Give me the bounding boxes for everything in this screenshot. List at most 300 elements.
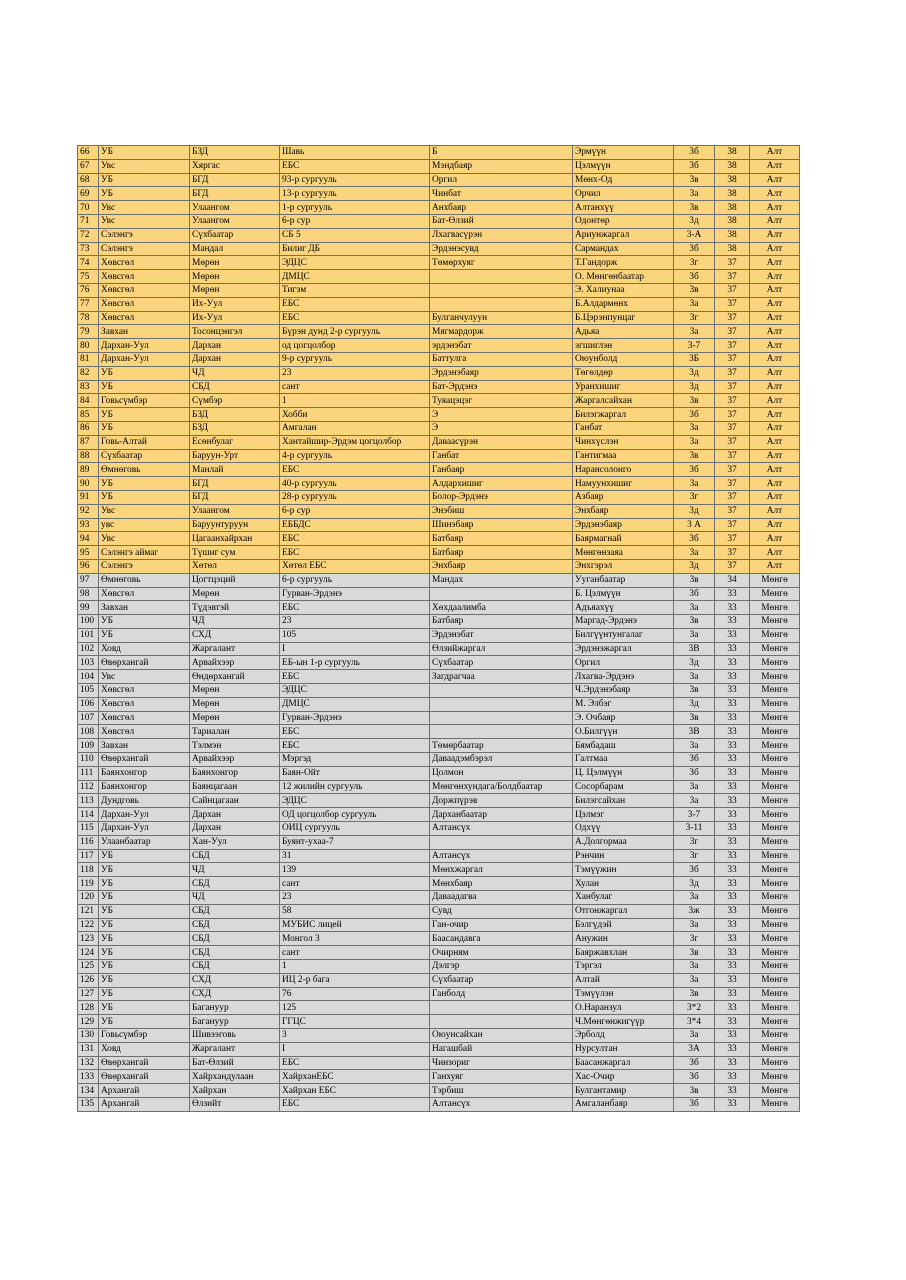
teacher-cell: Чинбат xyxy=(430,187,573,201)
student-cell: Азбаяр xyxy=(573,490,674,504)
points-cell: 33 xyxy=(715,1001,750,1015)
student-cell: Нурсултан xyxy=(573,1042,674,1056)
grade-cell: 3в xyxy=(674,394,715,408)
row-number: 120 xyxy=(78,891,99,905)
table-row xyxy=(78,1042,800,1056)
grade-cell: 3в xyxy=(674,946,715,960)
points-cell: 37 xyxy=(715,435,750,449)
row-number: 122 xyxy=(78,918,99,932)
table-row xyxy=(78,1029,800,1043)
aimag-cell: УБ xyxy=(99,628,190,642)
medal-cell: Мөнгө xyxy=(750,1097,800,1111)
aimag-cell: УБ xyxy=(99,932,190,946)
medal-cell: Алт xyxy=(750,477,800,491)
row-number: 128 xyxy=(78,1001,99,1015)
school-cell: сант xyxy=(280,380,430,394)
teacher-cell: Дарханбаатар xyxy=(430,808,573,822)
medal-cell: Мөнгө xyxy=(750,891,800,905)
school-cell: ХайрханЕБС xyxy=(280,1070,430,1084)
teacher-cell: Ганхуяг xyxy=(430,1070,573,1084)
aimag-cell: Баянхонгор xyxy=(99,780,190,794)
row-number: 107 xyxy=(78,711,99,725)
school-cell: 105 xyxy=(280,628,430,642)
aimag-cell: Хөвсгөл xyxy=(99,270,190,284)
teacher-cell: Эрдэнэбаяр xyxy=(430,366,573,380)
district-cell: Баянцагаан xyxy=(190,780,280,794)
teacher-cell: Шинэбаяр xyxy=(430,518,573,532)
medal-cell: Мөнгө xyxy=(750,615,800,629)
points-cell: 33 xyxy=(715,1097,750,1111)
aimag-cell: УБ xyxy=(99,877,190,891)
aimag-cell: Хөвсгөл xyxy=(99,697,190,711)
aimag-cell: УБ xyxy=(99,849,190,863)
teacher-cell xyxy=(430,725,573,739)
grade-cell: 3д xyxy=(674,504,715,518)
aimag-cell: Сүхбаатар xyxy=(99,449,190,463)
table-row xyxy=(78,242,800,256)
points-cell: 33 xyxy=(715,670,750,684)
district-cell: СБД xyxy=(190,849,280,863)
medal-cell: Алт xyxy=(750,339,800,353)
table-row xyxy=(78,656,800,670)
row-number: 103 xyxy=(78,656,99,670)
student-cell: эгшиглэн xyxy=(573,339,674,353)
grade-cell: 3а xyxy=(674,670,715,684)
district-cell: Тэлмэн xyxy=(190,739,280,753)
student-cell: Энхгэрэл xyxy=(573,559,674,573)
teacher-cell: Туяацэцэг xyxy=(430,394,573,408)
student-cell: Галтмаа xyxy=(573,753,674,767)
aimag-cell: УБ xyxy=(99,1015,190,1029)
points-cell: 33 xyxy=(715,877,750,891)
student-cell: Намуунхишиг xyxy=(573,477,674,491)
grade-cell: 3в xyxy=(674,1084,715,1098)
table-row xyxy=(78,670,800,684)
teacher-cell: Оюунсайхан xyxy=(430,1029,573,1043)
district-cell: БГД xyxy=(190,173,280,187)
medal-cell: Алт xyxy=(750,256,800,270)
row-number: 129 xyxy=(78,1015,99,1029)
medal-cell: Алт xyxy=(750,421,800,435)
teacher-cell: Даваадагва xyxy=(430,891,573,905)
teacher-cell: Загдрагчаа xyxy=(430,670,573,684)
aimag-cell: УБ xyxy=(99,490,190,504)
row-number: 79 xyxy=(78,325,99,339)
row-number: 101 xyxy=(78,628,99,642)
aimag-cell: Дархан-Уул xyxy=(99,352,190,366)
teacher-cell: Мөнхбаяр xyxy=(430,877,573,891)
student-cell: Билэгсайхан xyxy=(573,794,674,808)
aimag-cell: Хөвсгөл xyxy=(99,711,190,725)
points-cell: 33 xyxy=(715,1070,750,1084)
points-cell: 38 xyxy=(715,201,750,215)
medal-cell: Мөнгө xyxy=(750,766,800,780)
aimag-cell: Завхан xyxy=(99,601,190,615)
student-cell: Нарансолонго xyxy=(573,463,674,477)
district-cell: СБД xyxy=(190,946,280,960)
points-cell: 33 xyxy=(715,891,750,905)
teacher-cell: Лхагвасүрэн xyxy=(430,228,573,242)
points-cell: 33 xyxy=(715,1015,750,1029)
teacher-cell: Очирням xyxy=(430,946,573,960)
district-cell: СБД xyxy=(190,904,280,918)
school-cell: ЕБС xyxy=(280,532,430,546)
student-cell: О.Наранзул xyxy=(573,1001,674,1015)
table-row xyxy=(78,863,800,877)
school-cell: ОИЦ сургууль xyxy=(280,822,430,836)
student-cell: Бэлгүдэй xyxy=(573,918,674,932)
row-number: 85 xyxy=(78,408,99,422)
points-cell: 37 xyxy=(715,559,750,573)
aimag-cell: Хөвсгөл xyxy=(99,587,190,601)
points-cell: 38 xyxy=(715,214,750,228)
table-row xyxy=(78,1097,800,1111)
teacher-cell: Даваасүрэн xyxy=(430,435,573,449)
table-row xyxy=(78,615,800,629)
student-cell: Ариунжаргал xyxy=(573,228,674,242)
grade-cell: 3 А xyxy=(674,518,715,532)
grade-cell: 3а xyxy=(674,973,715,987)
medal-cell: Мөнгө xyxy=(750,987,800,1001)
district-cell: Түшиг сум xyxy=(190,546,280,560)
student-cell: Э. Халиунаа xyxy=(573,283,674,297)
table-row xyxy=(78,270,800,284)
grade-cell: 3д xyxy=(674,697,715,711)
points-cell: 37 xyxy=(715,283,750,297)
aimag-cell: Говь-Алтай xyxy=(99,435,190,449)
aimag-cell: УБ xyxy=(99,408,190,422)
teacher-cell: Мэндбаяр xyxy=(430,159,573,173)
points-cell: 33 xyxy=(715,946,750,960)
school-cell: ДМЦС xyxy=(280,270,430,284)
district-cell: Улаангом xyxy=(190,214,280,228)
medal-cell: Алт xyxy=(750,559,800,573)
row-number: 108 xyxy=(78,725,99,739)
row-number: 80 xyxy=(78,339,99,353)
grade-cell: 3б xyxy=(674,1070,715,1084)
school-cell: од цогцолбор xyxy=(280,339,430,353)
district-cell: Их-Уул xyxy=(190,311,280,325)
row-number: 74 xyxy=(78,256,99,270)
table-row xyxy=(78,780,800,794)
row-number: 90 xyxy=(78,477,99,491)
grade-cell: 3в xyxy=(674,684,715,698)
row-number: 115 xyxy=(78,822,99,836)
row-number: 86 xyxy=(78,421,99,435)
points-cell: 33 xyxy=(715,835,750,849)
points-cell: 33 xyxy=(715,780,750,794)
district-cell: Хайрхан xyxy=(190,1084,280,1098)
district-cell: Арвайхээр xyxy=(190,753,280,767)
table-row xyxy=(78,573,800,587)
medal-cell: Мөнгө xyxy=(750,1084,800,1098)
aimag-cell: УБ xyxy=(99,187,190,201)
student-cell: Оюунболд xyxy=(573,352,674,366)
table-row xyxy=(78,601,800,615)
teacher-cell: Батбаяр xyxy=(430,532,573,546)
table-row xyxy=(78,187,800,201)
teacher-cell: Батбаяр xyxy=(430,546,573,560)
medal-cell: Алт xyxy=(750,490,800,504)
medal-cell: Мөнгө xyxy=(750,684,800,698)
points-cell: 33 xyxy=(715,642,750,656)
points-cell: 33 xyxy=(715,766,750,780)
aimag-cell: Увс xyxy=(99,214,190,228)
table-row xyxy=(78,642,800,656)
table-row xyxy=(78,477,800,491)
teacher-cell xyxy=(430,297,573,311)
school-cell: 1 xyxy=(280,960,430,974)
medal-cell: Мөнгө xyxy=(750,932,800,946)
district-cell: Мөрөн xyxy=(190,256,280,270)
teacher-cell: Э xyxy=(430,408,573,422)
table-row xyxy=(78,725,800,739)
school-cell: ЕБС xyxy=(280,463,430,477)
medal-cell: Алт xyxy=(750,228,800,242)
table-row xyxy=(78,504,800,518)
medal-cell: Мөнгө xyxy=(750,739,800,753)
table-row xyxy=(78,435,800,449)
points-cell: 33 xyxy=(715,601,750,615)
teacher-cell: Мөнхжаргал xyxy=(430,863,573,877)
grade-cell: 3а xyxy=(674,187,715,201)
row-number: 132 xyxy=(78,1056,99,1070)
teacher-cell: Эрдэнэбат xyxy=(430,628,573,642)
row-number: 109 xyxy=(78,739,99,753)
student-cell: Мөнх-Од xyxy=(573,173,674,187)
teacher-cell xyxy=(430,283,573,297)
student-cell: Э. Очбаяр xyxy=(573,711,674,725)
medal-cell: Мөнгө xyxy=(750,601,800,615)
aimag-cell: Өвөрхангай xyxy=(99,1070,190,1084)
row-number: 106 xyxy=(78,697,99,711)
school-cell: 31 xyxy=(280,849,430,863)
row-number: 113 xyxy=(78,794,99,808)
medal-cell: Алт xyxy=(750,518,800,532)
row-number: 133 xyxy=(78,1070,99,1084)
medal-cell: Алт xyxy=(750,187,800,201)
district-cell: Мөрөн xyxy=(190,697,280,711)
student-cell: Алтанхүү xyxy=(573,201,674,215)
row-number: 126 xyxy=(78,973,99,987)
teacher-cell xyxy=(430,1015,573,1029)
points-cell: 37 xyxy=(715,408,750,422)
school-cell: Амгалан xyxy=(280,421,430,435)
points-cell: 34 xyxy=(715,573,750,587)
student-cell: Б. Цэлмүүн xyxy=(573,587,674,601)
school-cell: 6-р сур xyxy=(280,214,430,228)
points-cell: 33 xyxy=(715,794,750,808)
school-cell: Гурван-Эрдэнэ xyxy=(280,587,430,601)
row-number: 118 xyxy=(78,863,99,877)
teacher-cell xyxy=(430,270,573,284)
student-cell: Цэлмэг xyxy=(573,808,674,822)
school-cell: 6-р сур xyxy=(280,504,430,518)
table-row xyxy=(78,408,800,422)
school-cell: сант xyxy=(280,877,430,891)
district-cell: Хөтөл xyxy=(190,559,280,573)
medal-cell: Мөнгө xyxy=(750,808,800,822)
teacher-cell: Энхбаяр xyxy=(430,559,573,573)
teacher-cell: Ганбаяр xyxy=(430,463,573,477)
teacher-cell: Мөнгөнхундага/Болдбаатар xyxy=(430,780,573,794)
teacher-cell: Баасандавга xyxy=(430,932,573,946)
points-cell: 33 xyxy=(715,960,750,974)
teacher-cell: Өлзийжаргал xyxy=(430,642,573,656)
teacher-cell: Чинзориг xyxy=(430,1056,573,1070)
points-cell: 37 xyxy=(715,366,750,380)
medal-cell: Мөнгө xyxy=(750,573,800,587)
medal-cell: Мөнгө xyxy=(750,1042,800,1056)
student-cell: Тэмүүлэн xyxy=(573,987,674,1001)
student-cell: Эрдэнэжаргал xyxy=(573,642,674,656)
points-cell: 38 xyxy=(715,187,750,201)
table-row xyxy=(78,628,800,642)
district-cell: Мөрөн xyxy=(190,684,280,698)
district-cell: Өндөрхангай xyxy=(190,670,280,684)
teacher-cell: Алдархишиг xyxy=(430,477,573,491)
points-cell: 33 xyxy=(715,1042,750,1056)
row-number: 87 xyxy=(78,435,99,449)
row-number: 102 xyxy=(78,642,99,656)
table-row xyxy=(78,822,800,836)
points-cell: 33 xyxy=(715,987,750,1001)
aimag-cell: Сэлэнгэ xyxy=(99,228,190,242)
medal-cell: Алт xyxy=(750,463,800,477)
school-cell: ИЦ 2-р бага xyxy=(280,973,430,987)
teacher-cell: Мандах xyxy=(430,573,573,587)
medal-cell: Алт xyxy=(750,297,800,311)
table-row xyxy=(78,352,800,366)
aimag-cell: Хөвсгөл xyxy=(99,725,190,739)
district-cell: Дархан xyxy=(190,808,280,822)
points-cell: 33 xyxy=(715,849,750,863)
grade-cell: 3б xyxy=(674,146,715,160)
table-row xyxy=(78,311,800,325)
table-row xyxy=(78,325,800,339)
student-cell: Сармандах xyxy=(573,242,674,256)
school-cell: Тигэм xyxy=(280,283,430,297)
school-cell: ЕБС xyxy=(280,297,430,311)
points-cell: 33 xyxy=(715,587,750,601)
table-row xyxy=(78,421,800,435)
grade-cell: 3д xyxy=(674,366,715,380)
row-number: 67 xyxy=(78,159,99,173)
grade-cell: 3а xyxy=(674,960,715,974)
medal-cell: Алт xyxy=(750,201,800,215)
table-row xyxy=(78,766,800,780)
aimag-cell: УБ xyxy=(99,173,190,187)
table-row xyxy=(78,904,800,918)
teacher-cell: Эрдэнэсувд xyxy=(430,242,573,256)
aimag-cell: УБ xyxy=(99,146,190,160)
school-cell: 12 жилийн сургууль xyxy=(280,780,430,794)
points-cell: 33 xyxy=(715,697,750,711)
row-number: 94 xyxy=(78,532,99,546)
row-number: 114 xyxy=(78,808,99,822)
grade-cell: 3г xyxy=(674,849,715,863)
aimag-cell: УБ xyxy=(99,421,190,435)
district-cell: Цогтцэций xyxy=(190,573,280,587)
aimag-cell: Увс xyxy=(99,670,190,684)
school-cell: ЕБС xyxy=(280,159,430,173)
medal-cell: Алт xyxy=(750,504,800,518)
grade-cell: 3а xyxy=(674,739,715,753)
row-number: 131 xyxy=(78,1042,99,1056)
aimag-cell: увс xyxy=(99,518,190,532)
teacher-cell: Доржпүрэв xyxy=(430,794,573,808)
row-number: 96 xyxy=(78,559,99,573)
aimag-cell: Өвөрхангай xyxy=(99,753,190,767)
table-row xyxy=(78,1084,800,1098)
teacher-cell: Сүхбаатар xyxy=(430,973,573,987)
grade-cell: 3в xyxy=(674,173,715,187)
school-cell: Бүрэн дунд 2-р сургууль xyxy=(280,325,430,339)
grade-cell: 3б xyxy=(674,587,715,601)
table-row xyxy=(78,932,800,946)
points-cell: 37 xyxy=(715,256,750,270)
grade-cell: 3-11 xyxy=(674,822,715,836)
points-cell: 37 xyxy=(715,532,750,546)
medal-cell: Алт xyxy=(750,173,800,187)
aimag-cell: Завхан xyxy=(99,325,190,339)
medal-cell: Алт xyxy=(750,352,800,366)
medal-cell: Мөнгө xyxy=(750,904,800,918)
aimag-cell: Өвөрхангай xyxy=(99,656,190,670)
student-cell: Булгантамир xyxy=(573,1084,674,1098)
student-cell: Тэргэл xyxy=(573,960,674,974)
student-cell: Адьяа xyxy=(573,325,674,339)
student-cell: Маргад-Эрдэнэ xyxy=(573,615,674,629)
teacher-cell: Дэлгэр xyxy=(430,960,573,974)
table-row xyxy=(78,973,800,987)
grade-cell: 3б xyxy=(674,270,715,284)
student-cell: Уранхишиг xyxy=(573,380,674,394)
medal-cell: Мөнгө xyxy=(750,1029,800,1043)
grade-cell: 3-7 xyxy=(674,808,715,822)
district-cell: Манлай xyxy=(190,463,280,477)
district-cell: БЗД xyxy=(190,408,280,422)
medal-cell: Алт xyxy=(750,380,800,394)
medal-cell: Мөнгө xyxy=(750,973,800,987)
aimag-cell: УБ xyxy=(99,477,190,491)
grade-cell: 3А xyxy=(674,1042,715,1056)
aimag-cell: Сэлэнгэ xyxy=(99,559,190,573)
student-cell: Гантигмаа xyxy=(573,449,674,463)
school-cell: ОД цогцолбор сургууль xyxy=(280,808,430,822)
grade-cell: 3а xyxy=(674,891,715,905)
aimag-cell: Увс xyxy=(99,532,190,546)
row-number: 76 xyxy=(78,283,99,297)
table-row xyxy=(78,532,800,546)
row-number: 84 xyxy=(78,394,99,408)
district-cell: Улаангом xyxy=(190,201,280,215)
school-cell: ЕБС xyxy=(280,546,430,560)
school-cell: 1-р сургууль xyxy=(280,201,430,215)
row-number: 73 xyxy=(78,242,99,256)
aimag-cell: Увс xyxy=(99,504,190,518)
teacher-cell xyxy=(430,1001,573,1015)
school-cell: 6-р сургууль xyxy=(280,573,430,587)
aimag-cell: Өмнөговь xyxy=(99,463,190,477)
table-row xyxy=(78,297,800,311)
grade-cell: 3г xyxy=(674,256,715,270)
table-row xyxy=(78,173,800,187)
school-cell: ЕБ-ын 1-р сургууль xyxy=(280,656,430,670)
points-cell: 33 xyxy=(715,684,750,698)
row-number: 70 xyxy=(78,201,99,215)
grade-cell: 3а xyxy=(674,601,715,615)
